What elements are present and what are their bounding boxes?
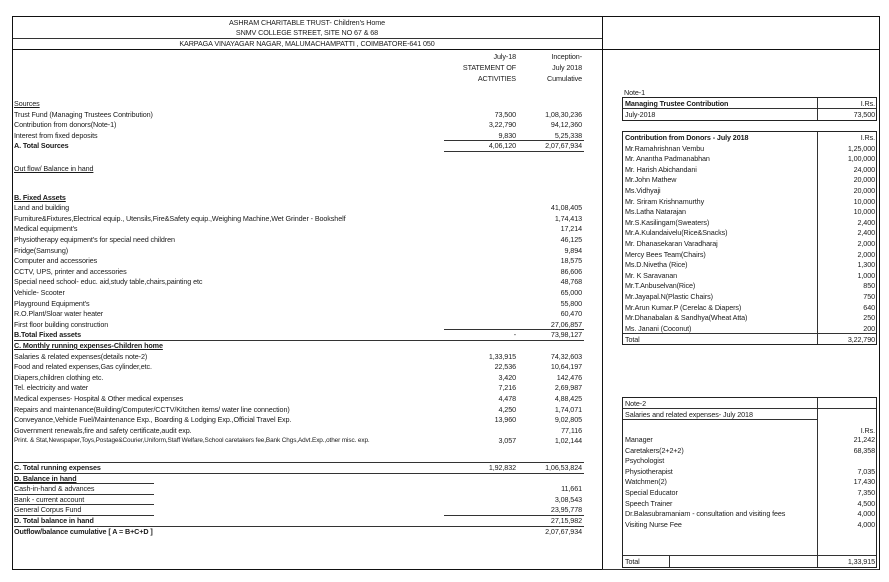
balance-total-row (14, 515, 586, 526)
donor-row-value: 2,400 (857, 228, 875, 238)
outflow-heading (14, 163, 586, 174)
fixed-asset-row (14, 276, 586, 287)
row-cumulative-value: 1,06,53,824 (545, 463, 582, 472)
salaries-note-box (622, 397, 877, 568)
donor-row-label: Mercy Bees Team(Chairs) (625, 249, 706, 259)
row-cumulative-value: 10,64,197 (550, 362, 582, 372)
note2-unit: I.Rs. (860, 426, 875, 435)
row-label: Interest from fixed deposits (14, 130, 98, 140)
running-expense-row (14, 382, 586, 393)
row-month-value: - (513, 330, 516, 340)
row-label: Out flow/ Balance in hand (14, 164, 94, 173)
note1-title: Note-1 (624, 88, 645, 97)
row-cumulative-value: 74,32,603 (550, 351, 582, 361)
sources-row (14, 130, 586, 141)
row-cumulative-value: 9,894 (564, 245, 582, 255)
row-month-value: 73,500 (494, 109, 516, 119)
running-expense-row (14, 361, 586, 372)
org-address-2: KARPAGA VINAYAGAR NAGAR, MALUMACHAMPATTI , COIMBATORE-641 050 (179, 39, 435, 48)
donor-row-label: Mr. Sriram Krishnamurthy (625, 196, 705, 206)
donor-row-value: 1,00,000 (847, 154, 875, 164)
fixed-asset-row (14, 223, 586, 234)
row-cumulative-value: 77,116 (561, 425, 582, 435)
donor-row-value: 20,000 (853, 175, 875, 185)
row-label: Fridge(Samsung) (14, 245, 69, 255)
row-label: R.O.Plant/Sloar water heater (14, 309, 104, 319)
row-cumulative-value: 46,125 (560, 235, 582, 244)
fixed-assets-heading (14, 192, 586, 203)
row-cumulative-value: 2,07,67,934 (545, 141, 582, 151)
donor-row-value: 20,000 (853, 186, 875, 195)
row-label: Furniture&Fixtures,Electrical equip., Utensils,Fire&Safety equip.,Weighing Machine,Wet Grinder - Bookshelf (14, 213, 346, 223)
salary-row-label: Caretakers(2+2+2) (625, 445, 684, 455)
row-cumulative-value: 9,02,805 (554, 415, 582, 425)
fixed-asset-row (14, 234, 586, 245)
row-label: A. Total Sources (14, 141, 69, 151)
donor-row-label: Ms. Janani (Coconut) (625, 323, 692, 333)
donor-row-value: 2,400 (857, 217, 875, 227)
donor-row-label: Mr.S.Kasilingam(Sweaters) (625, 217, 710, 227)
note2-title: Note-2 (625, 399, 646, 408)
frame-left-line (12, 16, 13, 570)
row-month-value: 7,216 (498, 383, 516, 393)
row-cumulative-value: 27,06,857 (550, 319, 582, 329)
row-cumulative-value: 27,15,982 (550, 516, 582, 525)
salary-row-label: Physiotherapist (625, 466, 673, 476)
row-cumulative-value: 17,214 (560, 224, 582, 234)
fixed-asset-row (14, 319, 586, 330)
grand-total-row (14, 526, 586, 537)
note2-total-value: 1,33,915 (847, 557, 875, 566)
row-label: Conveyance,Vehicle Fuel/Maintenance Exp., Boarding & Lodging Exp.,Official Travel Exp. (14, 415, 292, 425)
column-divider (817, 98, 818, 120)
fixed-asset-row (14, 255, 586, 266)
donor-row-value: 1,000 (857, 270, 875, 280)
balance-heading (14, 473, 586, 484)
donor-row-value: 850 (863, 281, 875, 291)
donor-row-value: 24,000 (853, 164, 875, 174)
donors-contribution-box (622, 131, 877, 345)
note2-heading-rule (623, 419, 817, 420)
org-title: ASHRAM CHARITABLE TRUST- Children's Home (228, 18, 386, 27)
fixed-asset-row (14, 287, 586, 298)
row-label: Medical equipment's (14, 224, 78, 234)
column-header-cumulative-line: Cumulative (547, 74, 582, 83)
salary-row-label: Visiting Nurse Fee (625, 519, 682, 529)
column-header-month-line: STATEMENT OF (462, 63, 516, 72)
donor-row-value: 640 (863, 302, 875, 312)
donor-row-label: Mr.Dhanabalan & Sandhya(Wheat Atta) (625, 313, 748, 323)
running-expense-row (14, 372, 586, 383)
row-label: Land and building (14, 203, 70, 213)
donor-row-value: 1,25,000 (847, 143, 875, 153)
salary-row-label: Manager (625, 435, 653, 444)
column-header-month (440, 51, 516, 84)
frame-bottom-line (12, 569, 602, 570)
row-cumulative-value: 3,08,543 (554, 494, 582, 504)
column-divider (817, 132, 818, 344)
row-cumulative-value: 55,800 (560, 298, 582, 308)
donors-heading-value: I.Rs. (860, 133, 875, 142)
row-month-value: 1,33,915 (488, 351, 516, 361)
row-label: B.Total Fixed assets (14, 330, 81, 340)
row-label: Medical expenses- Hospital & Other medical expenses (14, 394, 184, 403)
salary-row-value: 7,035 (857, 466, 875, 476)
salary-row-label: Watchmen(2) (625, 477, 667, 487)
donor-row-label: Mr.T.Anbuselvan(Rice) (625, 281, 696, 291)
salary-row-label: Special Educator (625, 488, 678, 497)
row-month-value: 22,536 (494, 362, 516, 372)
running-expenses-total-row (14, 462, 586, 473)
donor-row-value: 10,000 (853, 196, 875, 206)
row-cumulative-value: 73,98,127 (550, 330, 582, 340)
donors-total-label: Total (625, 335, 640, 345)
salary-row-label: Psychologist (625, 456, 665, 466)
salary-row-value: 17,430 (853, 477, 875, 487)
column-header-cumulative (530, 51, 582, 84)
row-label: Physiotherapy equipment's for special need children (14, 235, 175, 244)
row-label: Food and related expenses,Gas cylinder,etc. (14, 362, 152, 372)
column-header-cumulative-line: Inception- (551, 52, 582, 61)
balance-row (14, 483, 586, 494)
row-label: D. Balance in hand (14, 473, 77, 483)
running-expense-row (14, 414, 586, 425)
row-label: General Corpus Fund (14, 505, 82, 515)
salary-row-value: 21,242 (853, 435, 875, 444)
salary-row-label: Speech Trainer (625, 498, 673, 508)
row-cumulative-value: 4,88,425 (554, 394, 582, 403)
donor-row-label: Mr.A.Kulandaivelu(Rice&Snacks) (625, 228, 728, 238)
row-cumulative-value: 1,02,144 (554, 436, 582, 446)
row-label: Special need school- educ. aid,study table,chairs,painting etc (14, 277, 203, 287)
row-cumulative-value: 1,08,30,236 (545, 109, 582, 119)
fixed-asset-row (14, 308, 586, 319)
row-cumulative-value: 41,08,405 (550, 203, 582, 213)
fixed-asset-row (14, 213, 586, 224)
donor-row-label: Mr. Dhanasekaran Varadharaj (625, 239, 718, 248)
row-month-value: 9,830 (498, 130, 516, 140)
row-label: Contribution from donors(Note-1) (14, 120, 117, 130)
row-month-value: 3,057 (498, 436, 516, 446)
donor-row-label: Mr. K Saravanan (625, 270, 678, 280)
row-label: Tel. electricity and water (14, 383, 89, 393)
row-cumulative-value: 48,768 (560, 277, 582, 287)
row-cumulative-value: 23,95,778 (550, 505, 582, 515)
trustee-heading-label: Managing Trustee Contribution (625, 99, 729, 108)
sources-total-underline (444, 151, 584, 152)
donor-row-value: 2,000 (857, 249, 875, 259)
salary-row-value: 4,500 (857, 498, 875, 508)
frame-bottom-right-line (602, 569, 879, 570)
row-label: Salaries & related expenses(details note-2) (14, 351, 148, 361)
row-label: D. Total balance in hand (14, 516, 94, 525)
sources-row (14, 109, 586, 120)
column-header-month-line: July-18 (493, 52, 516, 61)
frame-middle-line (602, 16, 603, 570)
salary-row-value: 4,000 (857, 509, 875, 519)
row-label: Outflow/balance cumulative [ A = B+C+D ] (14, 526, 153, 536)
salary-row-value: 7,350 (857, 488, 875, 497)
fixed-asset-row (14, 266, 586, 277)
row-label: Trust Fund (Managing Trustees Contribution) (14, 109, 153, 119)
header-bottom-line (12, 49, 879, 50)
donor-row-value: 2,000 (857, 239, 875, 248)
row-month-value: 4,250 (498, 404, 516, 414)
donors-total-value: 3,22,790 (847, 335, 875, 345)
running-expense-row (14, 435, 586, 446)
running-expense-row (14, 393, 586, 404)
running-expense-row (14, 404, 586, 415)
donor-row-label: Mr.John Mathew (625, 175, 677, 185)
salary-row-value: 4,000 (857, 519, 875, 529)
row-cumulative-value: 86,606 (560, 266, 582, 276)
running-expenses-heading (14, 340, 586, 351)
donor-row-value: 10,000 (853, 207, 875, 217)
donor-row-label: Mr. Harish Abichandani (625, 164, 697, 174)
donor-row-label: Mr. Anantha Padmanabhan (625, 154, 710, 164)
fixed-asset-row (14, 245, 586, 256)
donor-row-label: Ms.Latha Natarajan (625, 207, 686, 217)
donor-row-label: Mr.Jayapal.N(Plastic Chairs) (625, 292, 713, 301)
note2-total-label: Total (625, 557, 640, 566)
trustee-row-label: July-2018 (625, 110, 656, 119)
row-month-value: 3,22,790 (488, 120, 516, 130)
row-label: B. Fixed Assets (14, 192, 66, 202)
row-month-value: 13,960 (494, 415, 516, 425)
row-month-value: 4,478 (498, 394, 516, 403)
row-label: C. Monthly running expenses-Children home (14, 341, 163, 350)
row-cumulative-value: 65,000 (560, 288, 582, 297)
donor-row-label: Mr.Ramahrishnan Vembu (625, 143, 704, 153)
row-cumulative-value: 60,470 (560, 309, 582, 319)
row-label: Print. & Stat,Newspaper,Toys,Postage&Courier,Uniform,Staff Welfare,School caretakers fee,Bank Chgs,Advt.Exp.,other misc. exp. (14, 437, 370, 445)
row-month-value: 1,92,832 (488, 463, 516, 472)
row-label: Diapers,children clothing etc. (14, 372, 104, 382)
salary-row-value: 68,358 (853, 445, 875, 455)
frame-right-line (879, 16, 880, 570)
donor-row-value: 200 (863, 323, 875, 333)
row-cumulative-value: 2,69,987 (554, 383, 582, 393)
org-address-1: SNMV COLLEGE STREET, SITE NO 67 & 68 (235, 28, 379, 37)
row-label: Bank - current account (14, 494, 85, 504)
row-cumulative-value: 5,25,338 (554, 130, 582, 140)
row-label: Government renewals,fire and safety certificate,audit exp. (14, 425, 192, 435)
sources-row (14, 119, 586, 130)
note2-heading: Salaries and related expenses- July 2018 (625, 410, 753, 419)
row-label: Vehicle- Scooter (14, 288, 65, 297)
row-month-value: 3,420 (498, 372, 516, 382)
row-label: Computer and accessories (14, 256, 98, 266)
row-label: CCTV, UPS, printer and accessories (14, 266, 127, 276)
donor-row-label: Ms.Vidhyaji (625, 186, 661, 195)
row-label: Cash-in-hand & advances (14, 484, 95, 494)
row-cumulative-value: 94,12,360 (550, 120, 582, 130)
donor-row-value: 1,300 (857, 260, 875, 270)
trustee-contribution-box (622, 97, 877, 121)
column-header-month-line: ACTIVITIES (477, 74, 516, 83)
donors-heading-label: Contribution from Donors - July 2018 (625, 133, 749, 142)
row-cumulative-value: 2,07,67,934 (545, 526, 582, 536)
balance-row (14, 504, 586, 515)
fixed-asset-row (14, 202, 586, 213)
row-label: C. Total running expenses (14, 463, 101, 472)
sources-total-row (14, 140, 586, 151)
column-divider (817, 398, 818, 567)
balance-row (14, 494, 586, 505)
row-label: First floor building construction (14, 319, 109, 329)
row-label: Playground Equipment's (14, 298, 90, 308)
donor-row-value: 750 (863, 292, 875, 301)
total-cell-divider (669, 555, 670, 567)
row-cumulative-value: 18,575 (560, 256, 582, 266)
row-label: Repairs and maintenance(Building/Computer/CCTV/Kitchen items/ water line connection) (14, 404, 290, 414)
row-cumulative-value: 1,74,071 (554, 404, 582, 414)
donor-row-value: 250 (863, 313, 875, 323)
row-month-value: 4,06,120 (488, 141, 516, 151)
donor-row-label: Ms.D.Nivetha (Rice) (625, 260, 688, 270)
salary-row-label: Dr.Balasubramaniam - consultation and visiting fees (625, 509, 786, 519)
fixed-assets-total-row (14, 329, 586, 340)
running-expense-row (14, 425, 586, 436)
fixed-asset-row (14, 298, 586, 309)
trustee-heading-value: I.Rs. (860, 99, 875, 108)
row-cumulative-value: 142,476 (556, 372, 582, 382)
running-expense-row (14, 351, 586, 362)
trustee-row-value: 73,500 (853, 110, 875, 119)
row-cumulative-value: 11,661 (561, 484, 582, 494)
sources-heading (14, 98, 586, 109)
donor-row-label: Mr.Arun Kumar.P (Cerelac & Diapers) (625, 302, 742, 312)
column-header-cumulative-line: July 2018 (552, 63, 582, 72)
row-cumulative-value: 1,74,413 (554, 213, 582, 223)
row-label: Sources (14, 99, 40, 108)
